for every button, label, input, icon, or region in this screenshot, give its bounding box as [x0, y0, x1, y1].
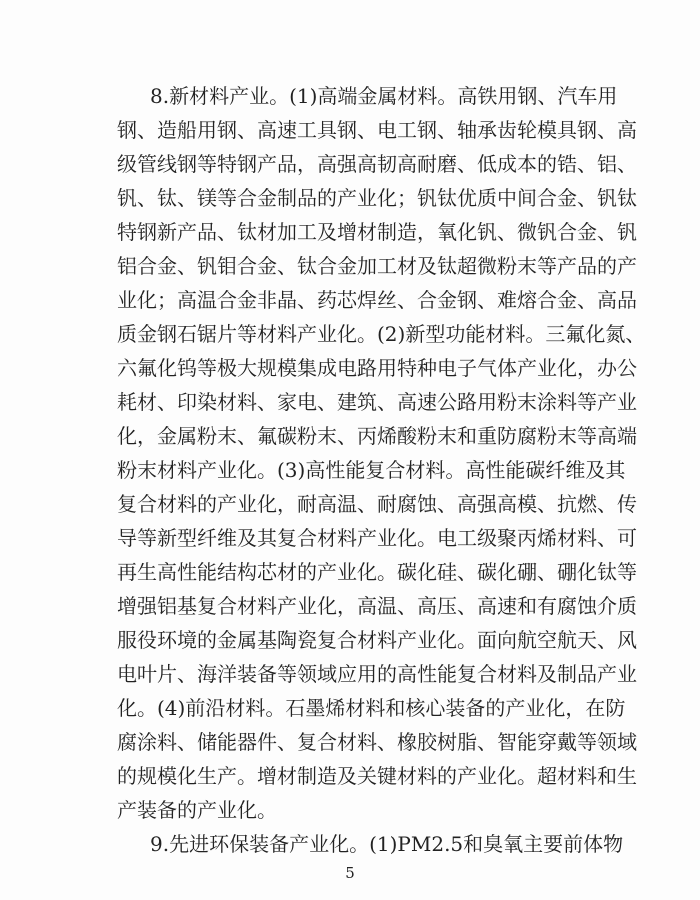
paragraph-8-line-11: 化，金属粉末、氟碳粉末、丙烯酸粉末和重防腐粉末等高端	[117, 424, 637, 448]
paragraph-8-line-21: 的规模化生产。增材制造及关键材料的产业化。超材料和生	[117, 764, 637, 788]
page-number: 5	[345, 864, 355, 882]
paragraph-8-line-16: 增强铝基复合材料产业化，高温、高压、高速和有腐蚀介质	[117, 594, 637, 618]
paragraph-8-line-9: 六氟化钨等极大规模集成电路用特种电子气体产业化，办公	[117, 356, 637, 380]
paragraph-8-line-2: 钢、造船用钢、高速工具钢、电工钢、轴承齿轮模具钢、高	[117, 118, 637, 142]
paragraph-8-line-22: 产装备的产业化。	[117, 798, 277, 822]
paragraph-8-line-18: 电叶片、海洋装备等领域应用的高性能复合材料及制品产业	[117, 662, 637, 686]
paragraph-8-line-20: 腐涂料、储能器件、复合材料、橡胶树脂、智能穿戴等领域	[117, 730, 637, 754]
paragraph-8-line-7: 业化；高温合金非晶、药芯焊丝、合金钢、难熔合金、高品	[117, 288, 637, 312]
paragraph-8-line-13: 复合材料的产业化，耐高温、耐腐蚀、高强高模、抗燃、传	[117, 492, 637, 516]
paragraph-8-line-1: 8.新材料产业。(1)高端金属材料。高铁用钢、汽车用	[150, 84, 618, 108]
paragraph-8-line-19: 化。(4)前沿材料。石墨烯材料和核心装备的产业化，在防	[117, 696, 626, 720]
paragraph-8-line-3: 级管线钢等特钢产品，高强高韧高耐磨、低成本的锆、铝、	[117, 152, 637, 176]
paragraph-9-line-1: 9.先进环保装备产业化。(1)PM2.5和臭氧主要前体物	[150, 832, 624, 856]
paragraph-8-line-8: 质金钢石锯片等材料产业化。(2)新型功能材料。三氟化氮、	[117, 322, 646, 346]
paragraph-8-line-6: 铝合金、钒钼合金、钛合金加工材及钛超微粉末等产品的产	[117, 254, 637, 278]
paragraph-8-line-10: 耗材、印染材料、家电、建筑、高速公路用粉末涂料等产业	[117, 390, 637, 414]
paragraph-8-line-15: 再生高性能结构芯材的产业化。碳化硅、碳化硼、硼化钛等	[117, 560, 637, 584]
paragraph-8-line-14: 导等新型纤维及其复合材料产业化。电工级聚丙烯材料、可	[117, 526, 637, 550]
paragraph-8-line-4: 钒、钛、镁等合金制品的产业化；钒钛优质中间合金、钒钛	[117, 186, 637, 210]
paragraph-8-line-12: 粉末材料产业化。(3)高性能复合材料。高性能碳纤维及其	[117, 458, 626, 482]
paragraph-8-line-17: 服役环境的金属基陶瓷复合材料产业化。面向航空航天、风	[117, 628, 637, 652]
paragraph-8-line-5: 特钢新产品、钛材加工及增材制造，氧化钒、微钒合金、钒	[117, 220, 637, 244]
